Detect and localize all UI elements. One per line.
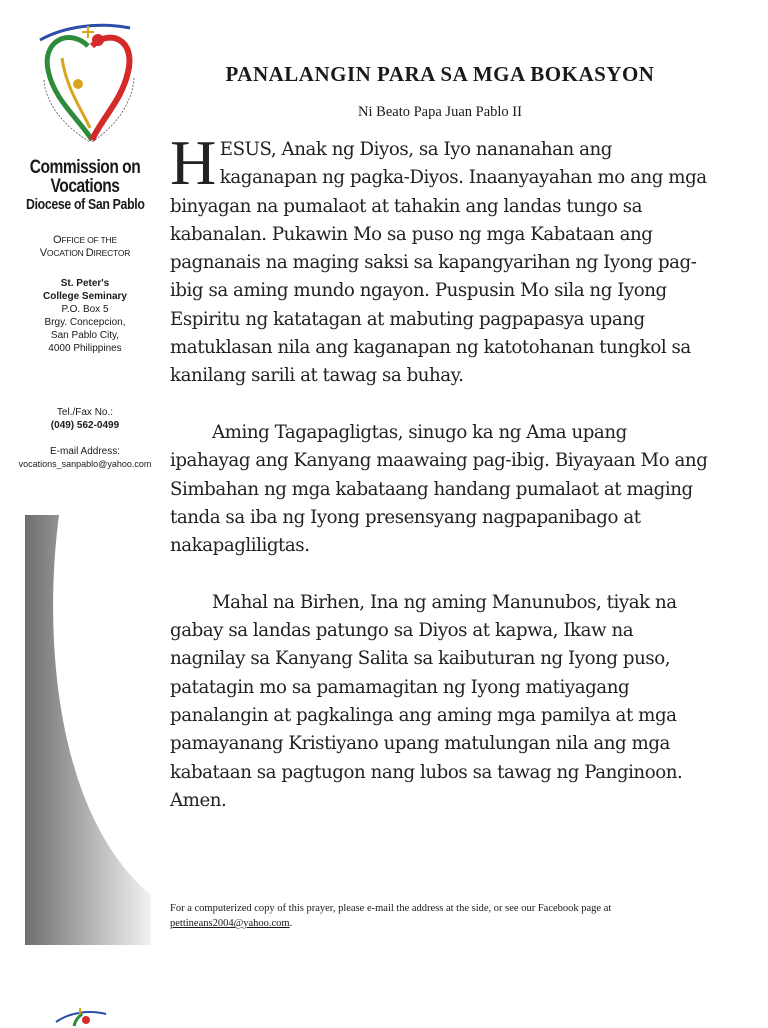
paragraph-3	[170, 589, 710, 815]
address-line2: Brgy. Concepcion,	[44, 317, 126, 328]
organization-name	[8, 158, 162, 213]
seminary-line2: College Seminary	[43, 291, 127, 302]
contact-block	[8, 406, 162, 471]
paragraph-1	[170, 127, 710, 391]
address-line3: San Pablo City,	[50, 330, 120, 341]
office-cap-v: V	[39, 247, 47, 259]
seminary-line1: St. Peter's	[60, 278, 110, 289]
vocations-logo-small	[50, 1008, 110, 1028]
drop-cap: H	[170, 127, 216, 198]
prayer-body	[170, 127, 710, 843]
tel-value: (049) 562-0499	[50, 420, 120, 431]
address-line1: P.O. Box 5	[61, 304, 109, 315]
paragraph-1-text: ESUS, Anak ng Diyos, sa Iyo nananahan ang kaganapan ng pagka-Diyos. Inaanyayahan mo ang mga binyagan na pumalaot at tahakin ang landas tungo sa kabanalan. Pukawin Mo sa puso ng mga Kabataan ang pagnanais na maging saksi sa kapangyarihan ng Iyong pag-ibig sa aming mundo ngayon. Puspusin Mo sila ng Iyong Espiritu ng katatagan at mabuting pagpapasya upang matuklasan nila ang kaganapan ng katotohanan tungkol sa kanilang sarili at tawag sa buhay.	[170, 139, 707, 387]
footer-text: For a computerized copy of this prayer, please e-mail the address at the side, or see our Facebook page at	[170, 903, 612, 914]
footer-end: .	[289, 918, 293, 929]
email-label: E-mail Address:	[49, 446, 121, 457]
email-value: vocations_sanpablo@yahoo.com	[18, 459, 152, 469]
decorative-swoosh	[25, 515, 151, 945]
paragraph-2	[170, 419, 710, 560]
office-line2b: IRECTOR	[93, 248, 131, 258]
org-name-line1: Commission on Vocations	[29, 157, 141, 197]
office-cap-o: O	[53, 234, 62, 246]
org-name-line2: Diocese of San Pablo	[25, 196, 145, 213]
page-title: PANALANGIN PARA SA MGA BOKASYON	[225, 62, 655, 86]
office-line2a: OCATION	[46, 248, 84, 258]
vocations-logo	[30, 18, 145, 153]
address-line4: 4000 Philippines	[48, 343, 122, 354]
office-line1: FFICE OF THE	[61, 235, 117, 245]
office-title	[20, 234, 150, 260]
footer-note	[170, 901, 710, 931]
footer-email-link[interactable]: pettineans2004@yahoo.com	[170, 918, 290, 929]
office-cap-d: D	[85, 247, 94, 259]
tel-label: Tel./Fax No.:	[56, 407, 114, 418]
paragraph-2-text: Aming Tagapagligtas, sinugo ka ng Ama upang ipahayag ang Kanyang maawaing pag-ibig. Biyayaan Mo ang Simbahan ng mga kabataang handang pumalaot at maging tanda sa iba ng Iyong presensyang nagpapanibago at nakapagliligtas.	[170, 421, 708, 557]
paragraph-3-text: Mahal na Birhen, Ina ng aming Manunubos, tiyak na gabay sa landas patungo sa Diyos at kapwa, Ikaw na nagnilay sa Kanyang Salita sa kaibuturan ng Iyong puso, patatagin mo sa pamamagitan ng Iyong matiyagang panalangin at pagkalinga ang aming mga pamilya at mga pamayanang Kristiyano upang matulungan nila ang mga kabataan sa pagtugon nang lubos sa tawag ng Panginoon. Amen.	[170, 591, 683, 811]
address-block	[12, 277, 158, 355]
sidebar	[0, 0, 168, 1024]
page-subtitle: Ni Beato Papa Juan Pablo II	[358, 104, 522, 120]
